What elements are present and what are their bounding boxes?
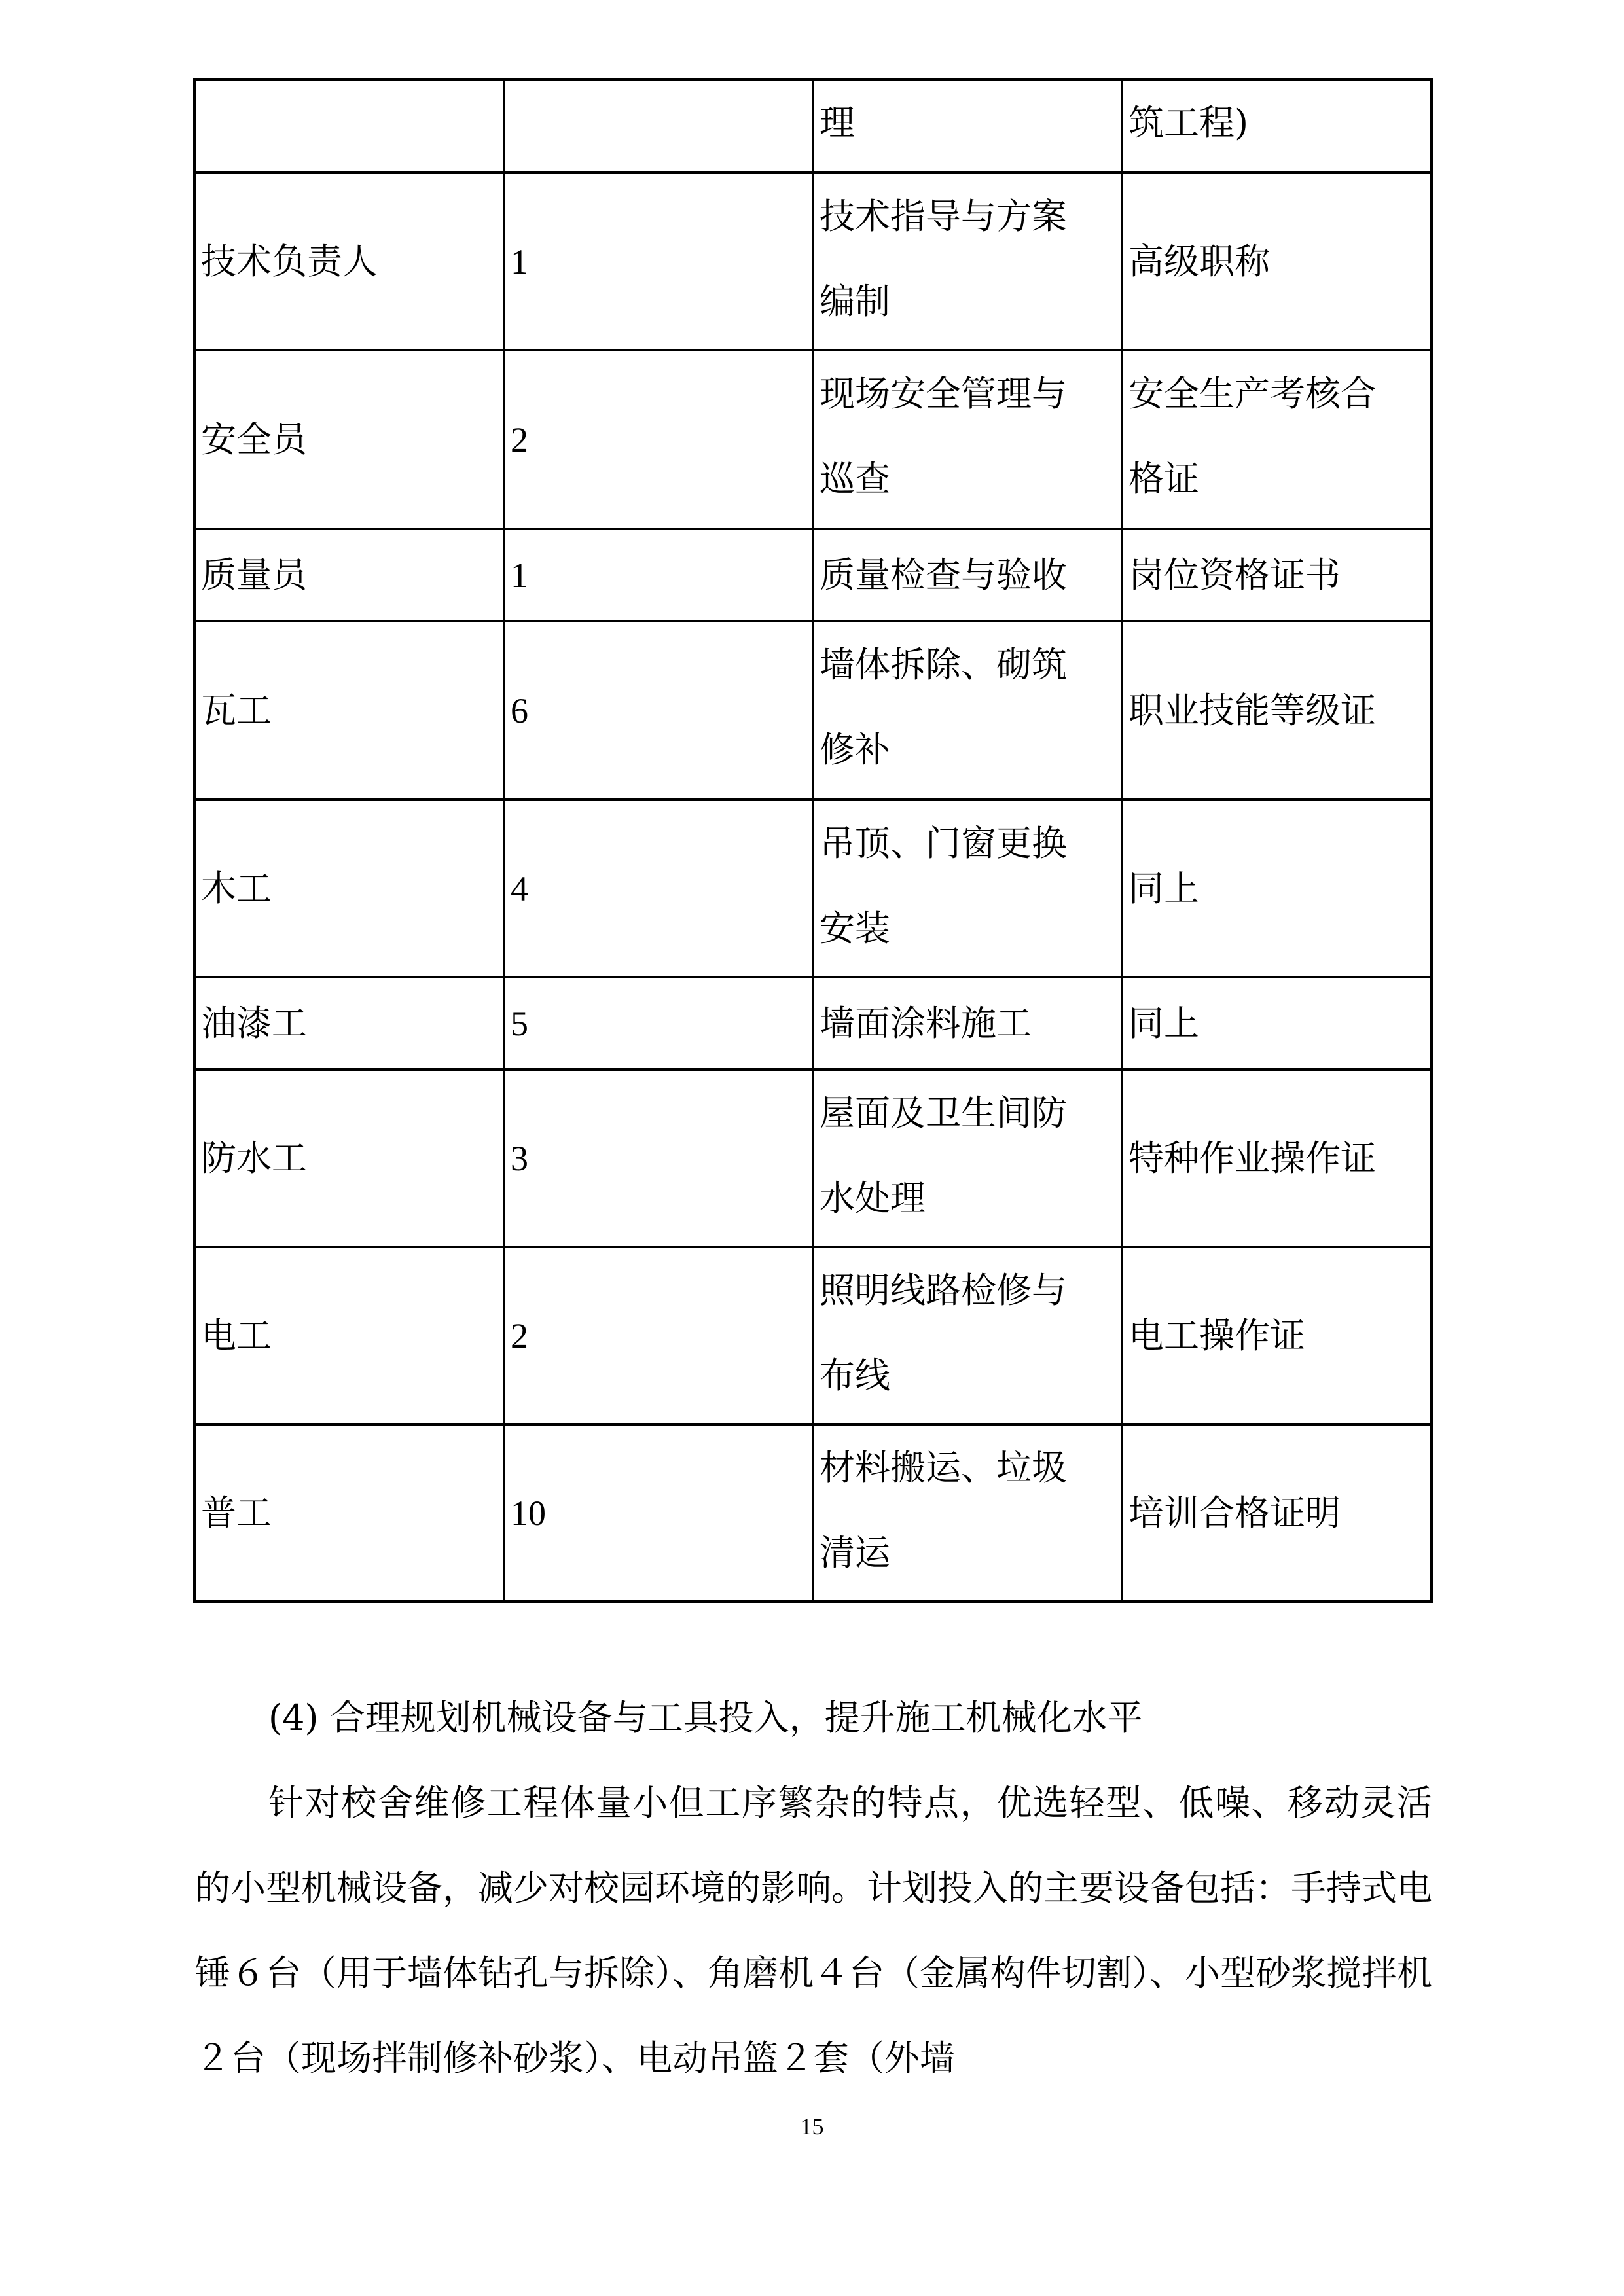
- qualification-line: 高级职称: [1128, 240, 1270, 282]
- cell-count: 1: [504, 529, 813, 621]
- cell-qualification: [1122, 621, 1432, 800]
- cell-qualification: [1122, 350, 1432, 529]
- qualification-line: 筑工程): [1128, 102, 1249, 143]
- duty-line: 质量检查与验收: [820, 554, 1067, 596]
- duty-line: 修补: [820, 729, 890, 770]
- cell-role: 瓦工: [194, 621, 504, 800]
- duty-line: 巡查: [820, 458, 890, 499]
- cell-role: 普工: [194, 1424, 504, 1602]
- table-row: [194, 1247, 1432, 1424]
- section-body-paragraph: 针对校舍维修工程体量小但工序繁杂的特点，优选轻型、低噪、移动灵活的小型机械设备，减少对校园环境的影响。计划投入的主要设备包括：手持式电锤６台（用于墙体钻孔与拆除）、角磨机４台（金属构件切割）、小型砂浆搅拌机２台（现场拌制修补砂浆）、电动吊篮２套（外墙: [195, 1782, 1432, 2079]
- cell-qualification: [1122, 977, 1432, 1069]
- page-number: 15: [800, 2113, 824, 2140]
- cell-duty: [813, 350, 1122, 529]
- cell-role: 技术负责人: [194, 173, 504, 350]
- duty-line: 水处理: [820, 1177, 926, 1219]
- cell-duty: [813, 79, 1122, 173]
- duty-line: 材料搬运、垃圾: [820, 1447, 1067, 1488]
- cell-count: 1: [504, 173, 813, 350]
- duty-line: 安装: [820, 908, 890, 949]
- table-row: [194, 621, 1432, 800]
- table-row: [194, 350, 1432, 529]
- table-row: [194, 79, 1432, 173]
- qualification-line: 格证: [1128, 458, 1199, 499]
- cell-duty: [813, 977, 1122, 1069]
- qualification-line: 同上: [1128, 1002, 1199, 1044]
- table-row: [194, 977, 1432, 1069]
- cell-duty: [813, 1069, 1122, 1247]
- qualification-line: 电工操作证: [1128, 1314, 1305, 1356]
- cell-count: 2: [504, 1247, 813, 1424]
- table-body: [194, 79, 1432, 1602]
- cell-role: 防水工: [194, 1069, 504, 1247]
- cell-duty: [813, 1424, 1122, 1602]
- duty-line: 屋面及卫生间防: [820, 1092, 1067, 1134]
- section-heading: (4) 合理规划机械设备与工具投入，提升施工机械化水平: [268, 1697, 1143, 1738]
- cell-role: [194, 79, 504, 173]
- cell-qualification: [1122, 1069, 1432, 1247]
- table-row: [194, 800, 1432, 977]
- cell-duty: [813, 529, 1122, 621]
- staff-allocation-table: [193, 78, 1433, 1603]
- table-row: [194, 1069, 1432, 1247]
- table-row: [194, 529, 1432, 621]
- duty-line: 现场安全管理与: [820, 373, 1067, 414]
- cell-duty: [813, 621, 1122, 800]
- cell-role: 油漆工: [194, 977, 504, 1069]
- cell-duty: [813, 800, 1122, 977]
- cell-qualification: [1122, 800, 1432, 977]
- cell-role: 安全员: [194, 350, 504, 529]
- duty-line: 墙体拆除、砌筑: [820, 644, 1067, 685]
- cell-qualification: [1122, 173, 1432, 350]
- duty-line: 布线: [820, 1355, 890, 1396]
- cell-count: [504, 79, 813, 173]
- cell-qualification: [1122, 1424, 1432, 1602]
- qualification-line: 岗位资格证书: [1128, 554, 1341, 596]
- cell-count: 5: [504, 977, 813, 1069]
- duty-line: 技术指导与方案: [820, 196, 1067, 237]
- table-row: [194, 1424, 1432, 1602]
- qualification-line: 安全生产考核合: [1128, 373, 1376, 414]
- qualification-line: 培训合格证明: [1128, 1492, 1341, 1534]
- duty-line: 吊顶、门窗更换: [820, 823, 1067, 864]
- cell-duty: [813, 173, 1122, 350]
- table-row: [194, 173, 1432, 350]
- cell-qualification: [1122, 529, 1432, 621]
- cell-role: 木工: [194, 800, 504, 977]
- cell-role: 电工: [194, 1247, 504, 1424]
- cell-count: 6: [504, 621, 813, 800]
- duty-line: 墙面涂料施工: [820, 1002, 1032, 1044]
- duty-line: 照明线路检修与: [820, 1270, 1067, 1311]
- qualification-line: 特种作业操作证: [1128, 1137, 1376, 1179]
- duty-line: 理: [820, 102, 855, 143]
- duty-line: 清运: [820, 1532, 890, 1573]
- cell-count: 2: [504, 350, 813, 529]
- cell-count: 10: [504, 1424, 813, 1602]
- qualification-line: 职业技能等级证: [1128, 689, 1376, 731]
- cell-count: 3: [504, 1069, 813, 1247]
- duty-line: 编制: [820, 281, 890, 322]
- cell-qualification: [1122, 1247, 1432, 1424]
- cell-count: 4: [504, 800, 813, 977]
- qualification-line: 同上: [1128, 867, 1199, 909]
- cell-qualification: [1122, 79, 1432, 173]
- cell-duty: [813, 1247, 1122, 1424]
- cell-role: 质量员: [194, 529, 504, 621]
